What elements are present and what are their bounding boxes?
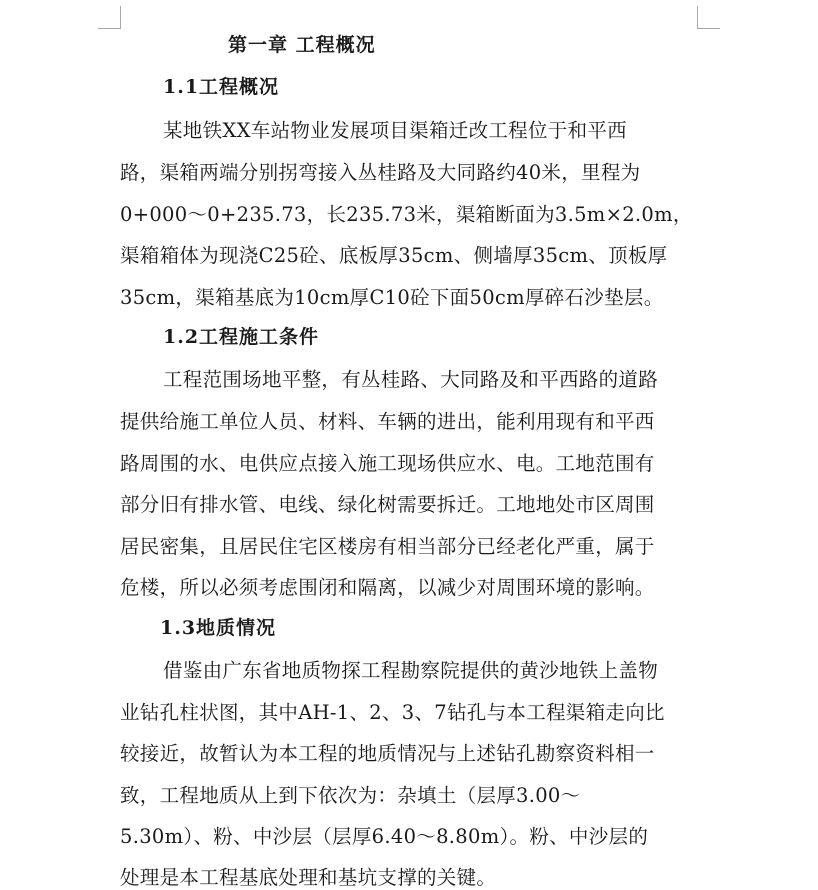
paragraph-line: 部分旧有排水管、电线、绿化树需要拆迁。工地地处市区周围 bbox=[120, 493, 655, 516]
paragraph-line: 工程范围场地平整，有丛桂路、大同路及和平西路的道路 bbox=[163, 368, 659, 391]
paragraph-line: 较接近，故暂认为本工程的地质情况与上述钻孔勘察资料相一 bbox=[120, 742, 655, 765]
paragraph-line: 35cm，渠箱基底为10cm厚C10砼下面50cm厚碎石沙垫层。 bbox=[120, 286, 664, 309]
paragraph-line: 业钻孔柱状图，其中AH-1、2、3、7钻孔与本工程渠箱走向比 bbox=[120, 701, 665, 724]
paragraph-line: 提供给施工单位人员、材料、车辆的进出，能利用现有和平西 bbox=[120, 410, 655, 433]
chapter-title: 第一章 工程概况 bbox=[228, 34, 376, 56]
section-heading-1-2: 1.2工程施工条件 bbox=[163, 326, 320, 348]
paragraph-line: 路，渠箱两端分别拐弯接入丛桂路及大同路约40米，里程为 bbox=[120, 161, 641, 184]
section-heading-1-1: 1.1工程概况 bbox=[163, 76, 280, 98]
paragraph-line: 处理是本工程基底处理和基坑支撑的关键。 bbox=[120, 866, 497, 889]
paragraph-line: 致，工程地质从上到下依次为：杂填土（层厚3.00～ bbox=[120, 784, 581, 807]
paragraph-line: 危楼，所以必须考虑围闭和隔离，以减少对周围环境的影响。 bbox=[120, 576, 655, 599]
paragraph-line: 渠箱箱体为现浇C25砼、底板厚35cm、侧墙厚35cm、顶板厚 bbox=[120, 244, 668, 267]
section-heading-1-3: 1.3地质情况 bbox=[160, 617, 277, 639]
paragraph-line: 借鉴由广东省地质物探工程勘察院提供的黄沙地铁上盖物 bbox=[163, 659, 659, 682]
page-corner-mark-left bbox=[98, 6, 121, 29]
paragraph-line: 某地铁XX车站物业发展项目渠箱迁改工程位于和平西 bbox=[163, 119, 627, 142]
page-corner-mark-right bbox=[697, 6, 720, 29]
paragraph-line: 0+000～0+235.73，长235.73米，渠箱断面为3.5m×2.0m， bbox=[120, 203, 693, 226]
paragraph-line: 居民密集，且居民住宅区楼房有相当部分已经老化严重，属于 bbox=[120, 535, 655, 558]
paragraph-line: 路周围的水、电供应点接入施工现场供应水、电。工地范围有 bbox=[120, 452, 655, 475]
paragraph-line: 5.30m）、粉、中沙层（层厚6.40～8.80m）。粉、中沙层的 bbox=[120, 825, 649, 848]
